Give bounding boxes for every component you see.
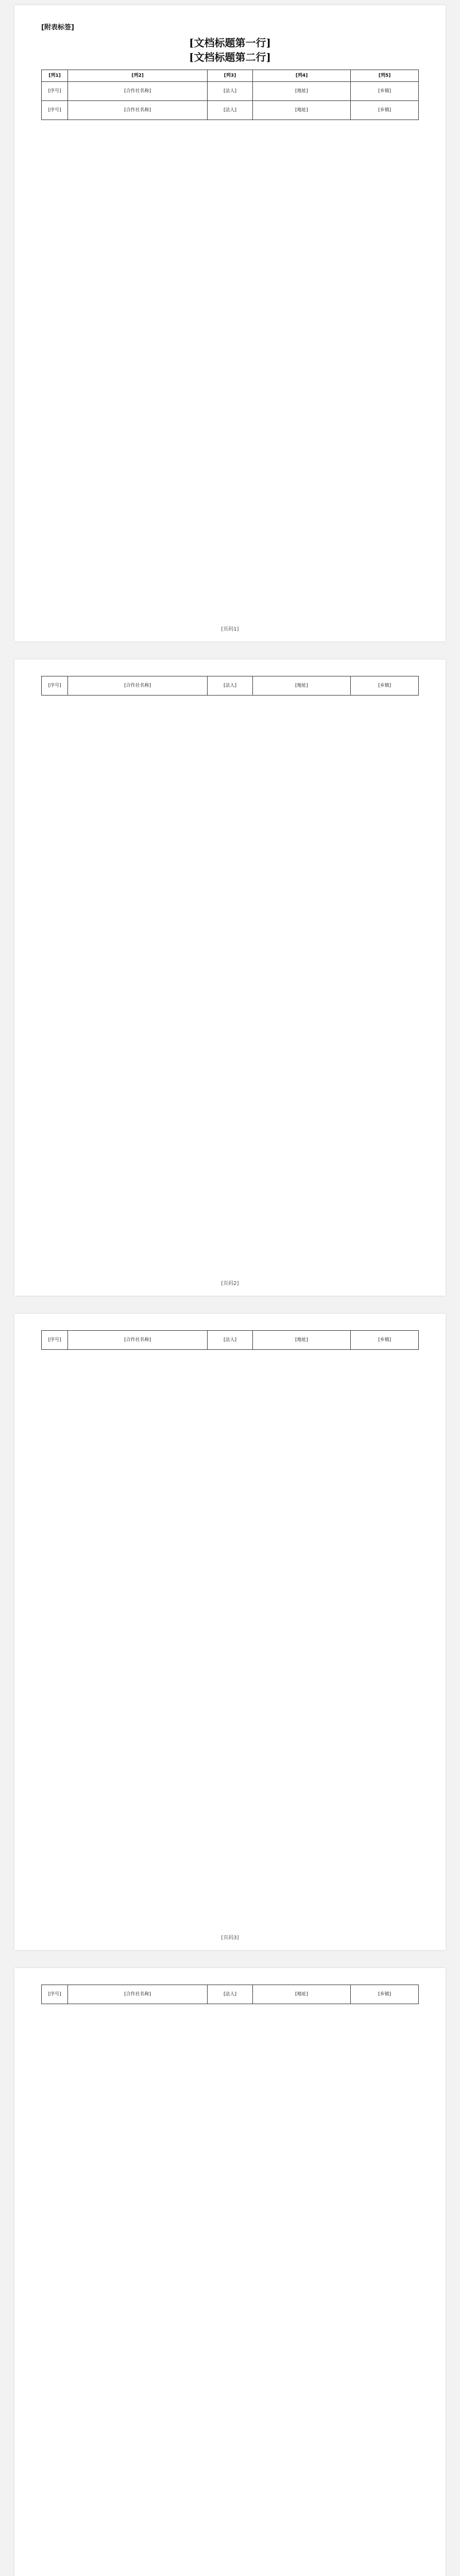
cell-address: [地址] xyxy=(252,82,350,101)
table-body xyxy=(42,676,419,696)
table-body xyxy=(42,1985,419,2004)
table-body xyxy=(42,1331,419,1350)
roster-table xyxy=(41,70,419,120)
cell-no: [序号] xyxy=(42,676,68,696)
cell-address: [地址] xyxy=(252,1331,350,1350)
cell-cooperative-name: [合作社名称] xyxy=(68,1985,208,2004)
roster-table xyxy=(41,676,419,696)
header-township: [列5] xyxy=(351,70,419,82)
table-row xyxy=(42,101,419,120)
cell-legal-representative: [法人] xyxy=(208,676,253,696)
cell-address: [地址] xyxy=(252,676,350,696)
page-number: [页码2] xyxy=(221,1281,239,1286)
table-body xyxy=(42,82,419,120)
cell-cooperative-name: [合作社名称] xyxy=(68,101,208,120)
cell-cooperative-name: [合作社名称] xyxy=(68,676,208,696)
cell-township: [乡镇] xyxy=(351,1331,419,1350)
cell-no: [序号] xyxy=(42,1985,68,2004)
title-line-2: [文档标题第二行] xyxy=(189,51,271,63)
cell-legal-representative: [法人] xyxy=(208,82,253,101)
table-row xyxy=(42,82,419,101)
cell-cooperative-name: [合作社名称] xyxy=(68,1331,208,1350)
title-line-1: [文档标题第一行] xyxy=(189,37,271,49)
page-number: [页码1] xyxy=(221,626,239,632)
document-page-4 xyxy=(14,1968,446,2576)
header-cooperative: [列2] xyxy=(68,70,208,82)
document-page-3 xyxy=(14,1314,446,1950)
cell-township: [乡镇] xyxy=(351,676,419,696)
cell-no: [序号] xyxy=(42,82,68,101)
page-number: [页码3] xyxy=(221,1935,239,1941)
roster-table xyxy=(41,1330,419,1350)
header-legal-representative: [列3] xyxy=(208,70,253,82)
cell-township: [乡镇] xyxy=(351,101,419,120)
table-row xyxy=(42,676,419,696)
annex-label: [附表标签] xyxy=(41,24,74,31)
table-row xyxy=(42,1985,419,2004)
roster-table xyxy=(41,1985,419,2004)
cell-no: [序号] xyxy=(42,101,68,120)
document-page-2 xyxy=(14,659,446,1296)
table-header-row xyxy=(42,70,419,82)
header-address: [列4] xyxy=(252,70,350,82)
cell-legal-representative: [法人] xyxy=(208,1985,253,2004)
cell-legal-representative: [法人] xyxy=(208,101,253,120)
cell-cooperative-name: [合作社名称] xyxy=(68,82,208,101)
cell-legal-representative: [法人] xyxy=(208,1331,253,1350)
cell-address: [地址] xyxy=(252,101,350,120)
cell-township: [乡镇] xyxy=(351,82,419,101)
cell-address: [地址] xyxy=(252,1985,350,2004)
table-row xyxy=(42,1331,419,1350)
cell-township: [乡镇] xyxy=(351,1985,419,2004)
document-page-1 xyxy=(14,5,446,641)
document-title xyxy=(41,36,419,64)
header-no: [列1] xyxy=(42,70,68,82)
cell-no: [序号] xyxy=(42,1331,68,1350)
